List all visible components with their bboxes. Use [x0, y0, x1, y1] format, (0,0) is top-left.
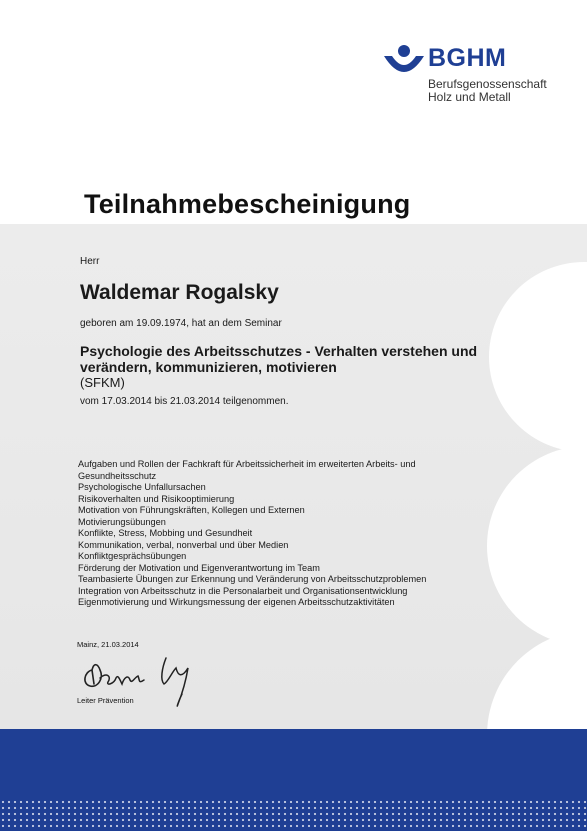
seminar-code: (SFKM) [80, 375, 125, 390]
logo-subtitle [428, 78, 547, 104]
dot-pattern [0, 799, 587, 829]
seminar-dates: vom 17.03.2014 bis 21.03.2014 teilgenommen. [80, 396, 289, 407]
handwritten-signature-icon [78, 650, 208, 719]
birth-date-line: geboren am 19.09.1974, hat an dem Seminar [80, 318, 282, 329]
topic-item: Risikoverhalten und Risikooptimierung [78, 493, 235, 504]
topic-item: Psychologische Unfallursachen [78, 482, 206, 492]
signatory-role: Leiter Prävention [77, 696, 134, 705]
topic-item: Eigenmotivierung und Wirkungsmessung der eigenen Arbeitsschutzaktivitäten [78, 597, 395, 607]
topic-item: Gesundheitsschutz [78, 470, 157, 481]
topic-item: Motivation von Führungskräften, Kollegen und Externen [78, 505, 305, 515]
decorative-arc [487, 630, 587, 729]
place-date: Mainz, 21.03.2014 [77, 640, 139, 649]
topic-item: Teambasierte Übungen zur Erkennung und Veränderung von Arbeitsschutzproblemen [78, 574, 427, 584]
seminar-title-line: Psychologie des Arbeitsschutzes - Verhalten verstehen und [80, 343, 478, 359]
topic-item: Konflikte, Stress, Mobbing und Gesundheit [78, 528, 253, 538]
decorative-arc [487, 446, 587, 646]
logo-subtitle-line: Berufsgenossenschaft [428, 77, 547, 91]
salutation: Herr [80, 256, 100, 267]
topic-item: Aufgaben und Rollen der Fachkraft für Arbeitssicherheit im erweiterten Arbeits- und [78, 459, 416, 469]
topic-item: Motivierungsübungen [78, 516, 166, 527]
seminar-title [80, 343, 480, 375]
topic-item: Konfliktgesprächsübungen [78, 551, 187, 561]
topic-item: Förderung der Motivation und Eigenverantwortung im Team [78, 562, 320, 573]
logo-name: BGHM [428, 44, 507, 72]
certificate-title: Teilnahmebescheinigung [84, 189, 411, 219]
footer-blue-band [0, 729, 587, 831]
topics-list [78, 459, 426, 609]
logo-subtitle-line: Holz und Metall [428, 90, 511, 104]
participant-name: Waldemar Rogalsky [80, 281, 279, 304]
seminar-title-line: verändern, kommunizieren, motivieren [80, 359, 337, 375]
bghm-logo-mark-icon [382, 44, 426, 82]
decorative-arc [489, 262, 587, 452]
topic-item: Integration von Arbeitsschutz in die Personalarbeit und Organisationsentwicklung [78, 585, 408, 596]
topic-item: Kommunikation, verbal, nonverbal und über Medien [78, 539, 289, 550]
